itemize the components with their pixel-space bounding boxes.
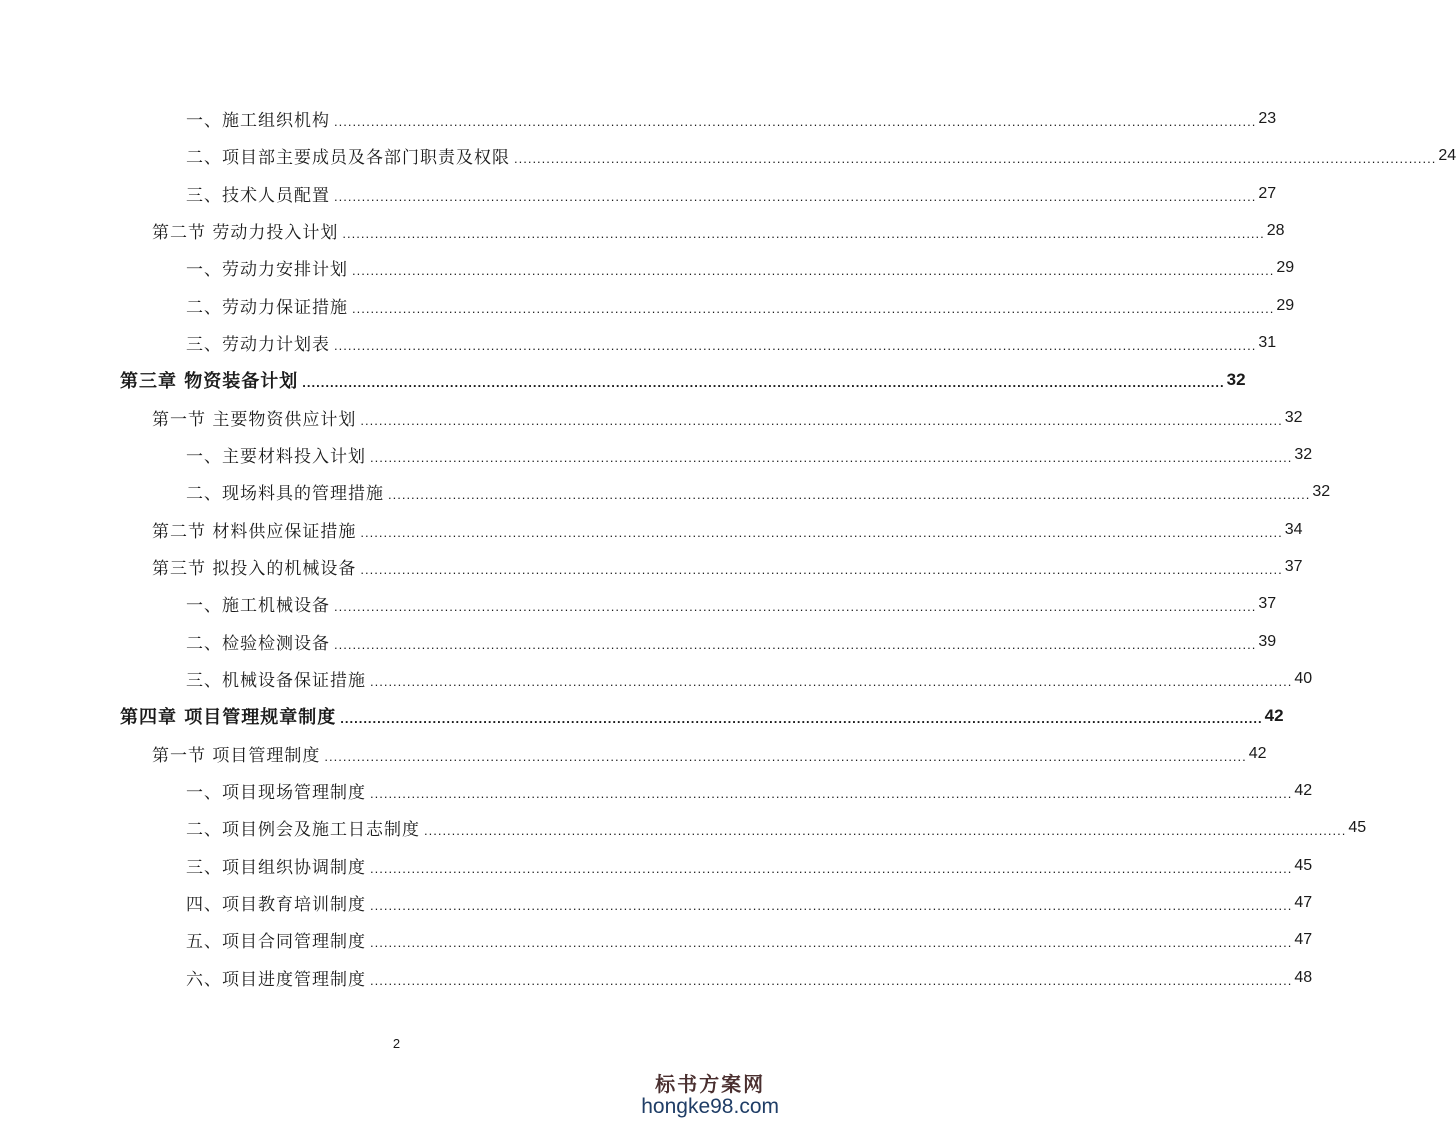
toc-entry-page: 47 — [1294, 893, 1313, 911]
toc-entry-title: 一、施工组织机构 — [186, 111, 330, 131]
toc-entry[interactable] — [186, 324, 1277, 361]
toc-entry-title: 第一节 项目管理制度 — [152, 746, 321, 766]
toc-entry-title: 第二节 劳动力投入计划 — [152, 223, 339, 243]
toc-entry-page: 31 — [1258, 333, 1277, 351]
toc-entry-title: 一、施工机械设备 — [186, 596, 330, 616]
toc-entry[interactable] — [186, 884, 1313, 921]
toc-entry[interactable] — [152, 548, 1303, 585]
toc-entry-title: 第二节 材料供应保证措施 — [152, 522, 357, 542]
toc-entry[interactable] — [186, 772, 1313, 809]
toc-entry-page: 27 — [1258, 184, 1277, 202]
toc-entry[interactable] — [120, 361, 1246, 398]
toc-leader-dots: ........................................................................................................................................................................................................ — [342, 226, 1265, 241]
toc-entry-page: 42 — [1248, 744, 1267, 762]
toc-entry-title: 二、检验检测设备 — [186, 634, 330, 654]
toc-entry-page: 42 — [1264, 705, 1284, 725]
toc-entry-page: 37 — [1258, 594, 1277, 612]
toc-entry[interactable] — [186, 623, 1277, 660]
toc-entry-page: 45 — [1294, 856, 1313, 874]
toc-entry-title: 第三章 物资装备计划 — [120, 370, 299, 392]
toc-leader-dots: ........................................................................................................................................................................................................ — [334, 189, 1257, 204]
toc-leader-dots: ........................................................................................................................................................................................................ — [360, 413, 1283, 428]
toc-entry-page: 47 — [1294, 930, 1313, 948]
toc-entry[interactable] — [186, 585, 1277, 622]
toc-entry-title: 二、现场料具的管理措施 — [186, 484, 384, 504]
toc-entry[interactable] — [120, 697, 1284, 734]
toc-entry[interactable] — [186, 809, 1367, 846]
toc-entry[interactable] — [186, 100, 1277, 137]
toc-entry[interactable] — [186, 175, 1277, 212]
toc-leader-dots: ........................................................................................................................................................................................................ — [388, 487, 1311, 502]
toc-leader-dots: ........................................................................................................................................................................................................ — [302, 375, 1225, 390]
toc-entry-title: 第一节 主要物资供应计划 — [152, 410, 357, 430]
toc-entry[interactable] — [186, 137, 1456, 174]
toc-entry-page: 32 — [1294, 445, 1313, 463]
toc-leader-dots: ........................................................................................................................................................................................................ — [370, 973, 1293, 988]
toc-entry-page: 45 — [1348, 818, 1367, 836]
toc-entry-page: 40 — [1294, 669, 1313, 687]
toc-leader-dots: ........................................................................................................................................................................................................ — [334, 338, 1257, 353]
toc-entry-page: 29 — [1276, 258, 1295, 276]
toc-leader-dots: ........................................................................................................................................................................................................ — [370, 898, 1293, 913]
toc-entry-page: 24 — [1438, 146, 1456, 164]
toc-entry[interactable] — [186, 287, 1295, 324]
toc-entry[interactable] — [152, 511, 1303, 548]
toc-leader-dots: ........................................................................................................................................................................................................ — [334, 637, 1257, 652]
toc-entry[interactable] — [186, 660, 1313, 697]
toc-leader-dots: ........................................................................................................................................................................................................ — [360, 562, 1283, 577]
toc-entry-title: 二、劳动力保证措施 — [186, 298, 348, 318]
toc-entry-title: 一、项目现场管理制度 — [186, 783, 366, 803]
toc-entry-title: 二、项目例会及施工日志制度 — [186, 820, 420, 840]
watermark — [641, 1068, 779, 1119]
toc-leader-dots: ........................................................................................................................................................................................................ — [324, 749, 1247, 764]
toc-entry[interactable] — [152, 212, 1285, 249]
toc-entry[interactable] — [186, 473, 1331, 510]
toc-leader-dots: ........................................................................................................................................................................................................ — [340, 711, 1263, 726]
toc-entry-title: 一、劳动力安排计划 — [186, 260, 348, 280]
toc-entry[interactable] — [186, 959, 1313, 996]
toc-entry-title: 二、项目部主要成员及各部门职责及权限 — [186, 148, 510, 168]
toc-entry-title: 三、劳动力计划表 — [186, 335, 330, 355]
toc-leader-dots: ........................................................................................................................................................................................................ — [370, 450, 1293, 465]
toc-leader-dots: ........................................................................................................................................................................................................ — [370, 674, 1293, 689]
toc-entry-page: 39 — [1258, 632, 1277, 650]
toc-leader-dots: ........................................................................................................................................................................................................ — [514, 151, 1437, 166]
toc-leader-dots: ........................................................................................................................................................................................................ — [352, 263, 1275, 278]
toc-entry-page: 23 — [1258, 109, 1277, 127]
page-number: 2 — [392, 1036, 401, 1051]
toc-entry-page: 48 — [1294, 968, 1313, 986]
toc-entry-page: 28 — [1266, 221, 1285, 239]
toc-entry[interactable] — [152, 735, 1267, 772]
toc-leader-dots: ........................................................................................................................................................................................................ — [334, 599, 1257, 614]
toc-entry[interactable] — [186, 436, 1313, 473]
toc-leader-dots: ........................................................................................................................................................................................................ — [334, 114, 1257, 129]
toc-entry-page: 37 — [1284, 557, 1303, 575]
toc-entry-title: 五、项目合同管理制度 — [186, 932, 366, 952]
watermark-en: hongke98.com — [641, 1095, 779, 1118]
toc-entry-page: 29 — [1276, 296, 1295, 314]
toc-entry[interactable] — [186, 921, 1313, 958]
toc-entry-page: 32 — [1226, 369, 1246, 389]
toc-leader-dots: ........................................................................................................................................................................................................ — [360, 525, 1283, 540]
toc-entry[interactable] — [186, 249, 1295, 286]
toc-entry-title: 一、主要材料投入计划 — [186, 447, 366, 467]
toc-entry-title: 第四章 项目管理规章制度 — [120, 706, 337, 728]
toc-leader-dots: ........................................................................................................................................................................................................ — [352, 301, 1275, 316]
toc-entry-title: 三、机械设备保证措施 — [186, 671, 366, 691]
toc-leader-dots: ........................................................................................................................................................................................................ — [370, 935, 1293, 950]
toc-entry-page: 32 — [1312, 482, 1331, 500]
toc-entry-page: 32 — [1284, 408, 1303, 426]
toc-leader-dots: ........................................................................................................................................................................................................ — [370, 786, 1293, 801]
toc-leader-dots: ........................................................................................................................................................................................................ — [370, 861, 1293, 876]
toc-leader-dots: ........................................................................................................................................................................................................ — [424, 823, 1347, 838]
toc-entry-page: 42 — [1294, 781, 1313, 799]
watermark-cn: 标书方案网 — [655, 1072, 766, 1096]
toc-entry-title: 三、项目组织协调制度 — [186, 858, 366, 878]
toc-entry-title: 六、项目进度管理制度 — [186, 970, 366, 990]
toc-entry-title: 三、技术人员配置 — [186, 186, 330, 206]
toc-entry-title: 四、项目教育培训制度 — [186, 895, 366, 915]
toc-entry-page: 34 — [1284, 520, 1303, 538]
toc-entry[interactable] — [186, 847, 1313, 884]
toc-entry-title: 第三节 拟投入的机械设备 — [152, 559, 357, 579]
toc-entry[interactable] — [152, 399, 1303, 436]
